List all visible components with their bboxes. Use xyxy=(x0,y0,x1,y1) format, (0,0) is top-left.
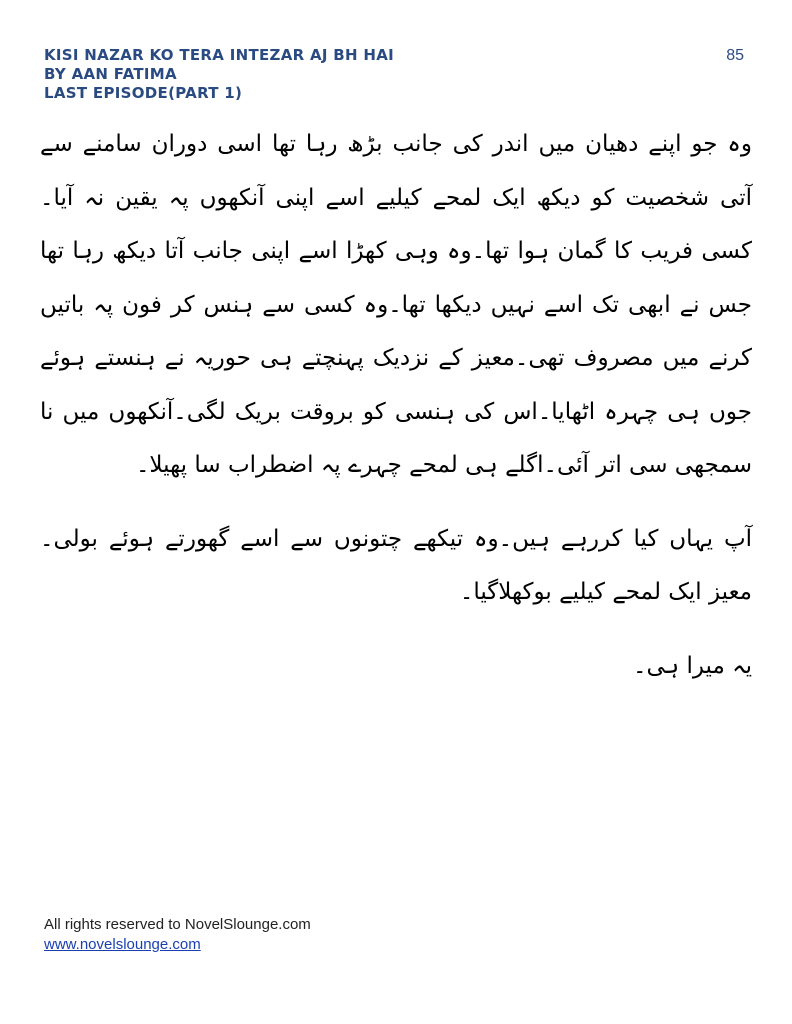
document-footer xyxy=(44,915,311,955)
episode-line: LAST EPISODE(PART 1) xyxy=(44,84,243,102)
website-link[interactable]: www.novelslounge.com xyxy=(44,936,201,953)
novel-title: KISI NAZAR KO TERA INTEZAR AJ BH HAI xyxy=(44,46,395,64)
rights-text: All rights reserved to NovelSlounge.com xyxy=(44,916,311,933)
document-header xyxy=(44,46,394,103)
paragraph-2: آپ یہاں کیا کررہے ہیں۔وہ تیکھے چتونوں سے اسے گھورتے ہوئے بولی۔معیز ایک لمحے کیلیے بوکھلاگیا۔ xyxy=(40,525,752,605)
author-line: BY AAN FATIMA xyxy=(44,65,177,83)
paragraph-1: وہ جو اپنے دھیان میں اندر کی جانب بڑھ رہا تھا اسی دوران سامنے سے آتی شخصیت کو دیکھ ایک لمحے کیلیے اسے اپنی آنکھوں پہ یقین نہ آیا۔کسی فریب کا گمان ہوا تھا۔وہ وہی کھڑا اسے اپنی جانب آتا دیکھ رہا تھا جس نے ابھی تک اسے نہیں دیکھا تھا۔وہ کسی سے ہنس کر فون پہ باتیں کرنے میں مصروف تھی۔معیز کے نزدیک پہنچتے ہی حوریہ نے ہنستے ہوئے جوں ہی چہرہ اٹھایا۔اس کی ہنسی کو بروقت بریک لگی۔آنکھوں میں نا سمجھی سی اتر آئی۔اگلے ہی لمحے چہرے پہ اضطراب سا پھیلا۔ xyxy=(40,131,752,478)
story-body xyxy=(40,118,752,693)
page-number: 85 xyxy=(726,47,744,64)
paragraph-3: یہ میرا ہی۔ xyxy=(633,652,752,679)
